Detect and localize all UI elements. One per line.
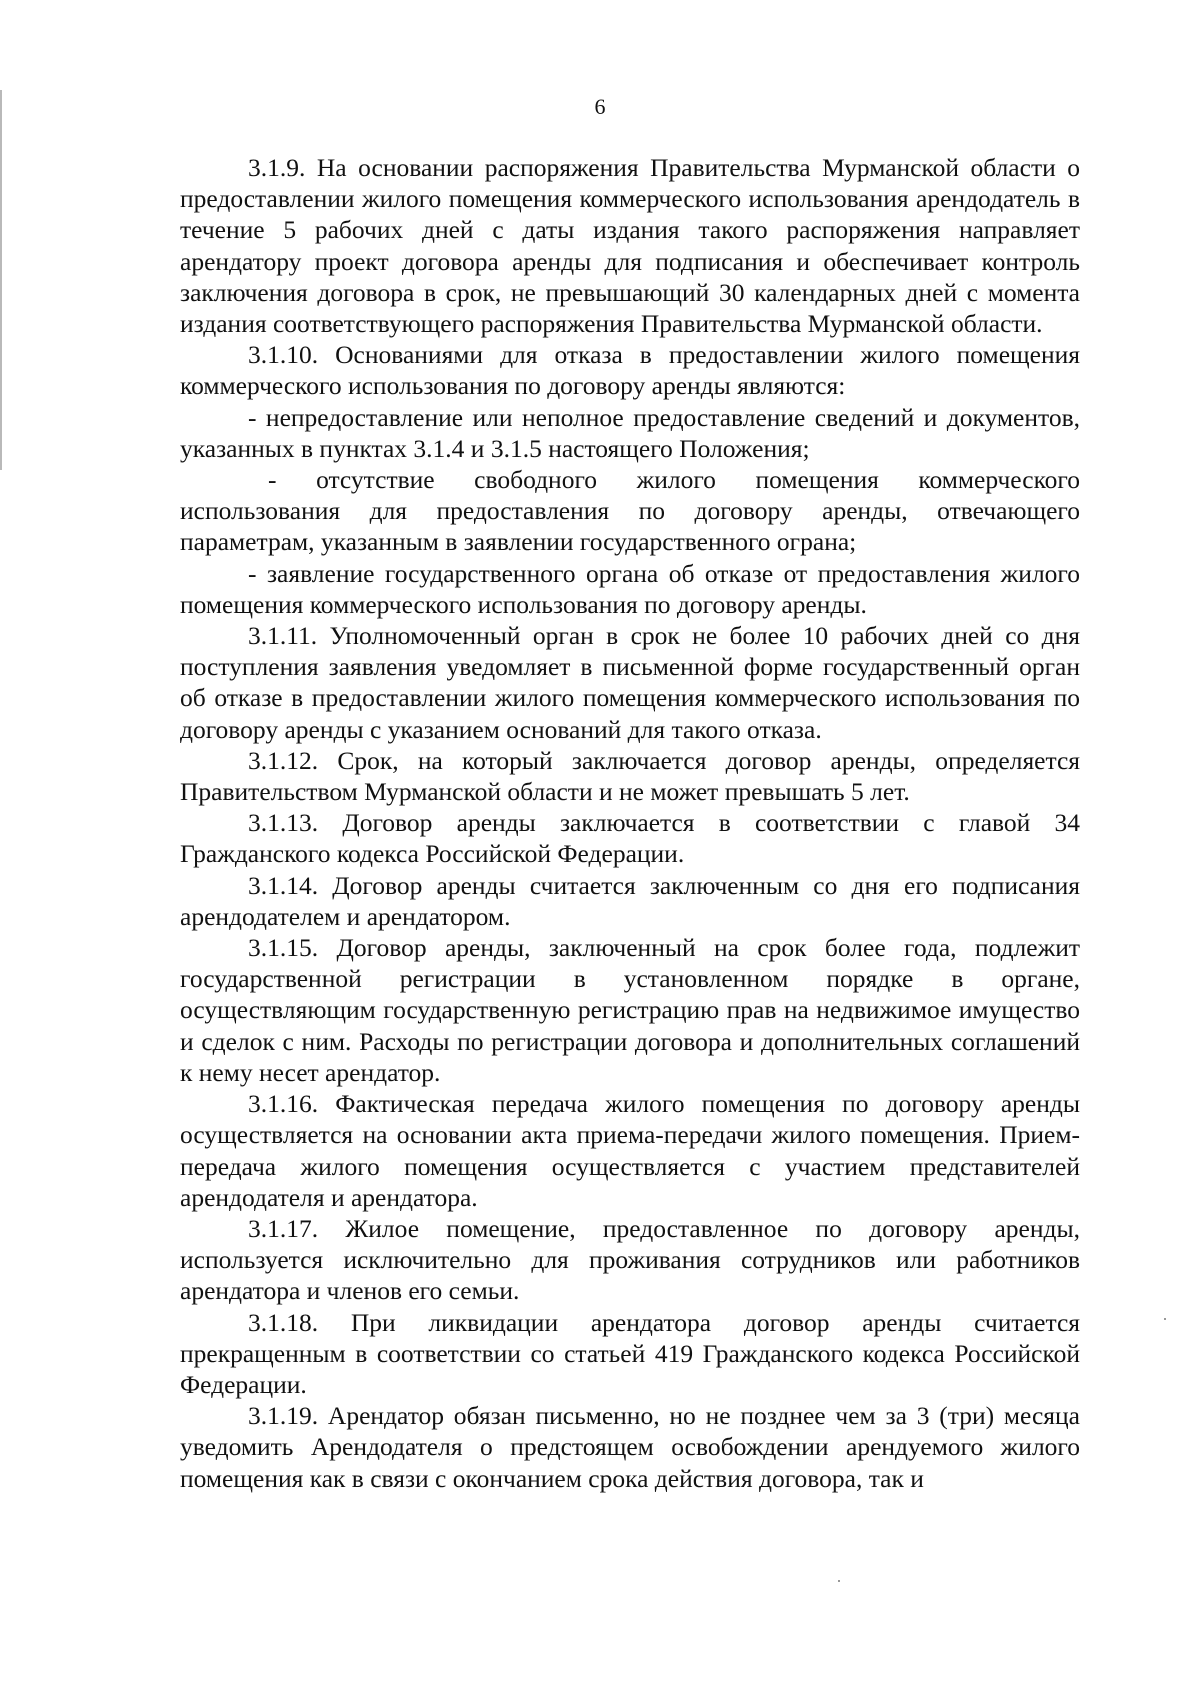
list-item-refusal-statement: - заявление государственного органа об отказе от предоставления жилого помещения коммерческого использования по договору аренды.: [180, 558, 1080, 619]
paragraph-3-1-10: 3.1.10. Основаниями для отказа в предоставлении жилого помещения коммерческого использования по договору аренды являются:: [180, 340, 1080, 401]
paragraph-3-1-11: 3.1.11. Уполномоченный орган в срок не более 10 рабочих дней со дня поступления заявления уведомляет в письменной форме государственный орган об отказе в предоставлении жилого помещения коммерческого использования по договору аренды с указанием оснований для такого отказа.: [180, 621, 1080, 744]
paragraph-3-1-19: 3.1.19. Арендатор обязан письменно, но не позднее чем за 3 (три) месяца уведомить Арендодателя о предстоящем освобождении арендуемого жилого помещения как в связи с окончанием срока действия договора, так и: [180, 1401, 1080, 1493]
scan-speck: [838, 1580, 840, 1582]
paragraph-3-1-15: 3.1.15. Договор аренды, заключенный на срок более года, подлежит государственной регистрации в установленном порядке в органе, осуществляющим государственную регистрацию прав на недвижимое имущество и сделок с ним. Расходы по регистрации договора и дополнительных соглашений к нему несет арендатор.: [180, 933, 1080, 1087]
list-item-no-free-housing: - отсутствие свободного жилого помещения коммерческого использования для предоставления по договору аренды, отвечающего параметрам, указанным в заявлении государственного огрaна;: [180, 465, 1080, 557]
scan-edge-shadow: [0, 90, 2, 470]
paragraph-3-1-16: 3.1.16. Фактическая передача жилого помещения по договору аренды осуществляется на основании акта приема-передачи жилого помещения. Прием-передача жилого помещения осуществляется с участием представителей арендодателя и арендатора.: [180, 1089, 1080, 1212]
scan-speck: [1164, 1318, 1166, 1320]
paragraph-3-1-18: 3.1.18. При ликвидации арендатора договор аренды считается прекращенным в соответствии со статьей 419 Гражданского кодекса Российской Федерации.: [180, 1307, 1080, 1399]
paragraph-3-1-12: 3.1.12. Срок, на который заключается договор аренды, определяется Правительством Мурманской области и не может превышать 5 лет.: [180, 745, 1080, 807]
paragraph-3-1-17: 3.1.17. Жилое помещение, предоставленное по договору аренды, используется исключительно для проживания сотрудников или работников арендатора и членов его семьи.: [180, 1213, 1080, 1306]
document-body: [180, 152, 1080, 1494]
paragraph-3-1-14: 3.1.14. Договор аренды считается заключенным со дня его подписания арендодателем и арендатором.: [180, 870, 1080, 931]
page-number: 6: [594, 94, 606, 119]
list-item-incomplete-documents: - непредоставление или неполное предоставление сведений и документов, указанных в пунктах 3.1.4 и 3.1.5 настоящего Положения;: [180, 402, 1080, 463]
paragraph-3-1-9: 3.1.9. На основании распоряжения Правительства Мурманской области о предоставлении жилого помещения коммерческого использования арендодатель в течение 5 рабочих дней с даты издания такого распоряжения направляет арендатору проект договора аренды для подписания и обеспечивает контроль заключения договора в срок, не превышающий 30 календарных дней с момента издания соответствующего распоряжения Правительства Мурманской области.: [180, 153, 1080, 339]
paragraph-3-1-13: 3.1.13. Договор аренды заключается в соответствии с главой 34 Гражданского кодекса Российской Федерации.: [180, 808, 1080, 869]
